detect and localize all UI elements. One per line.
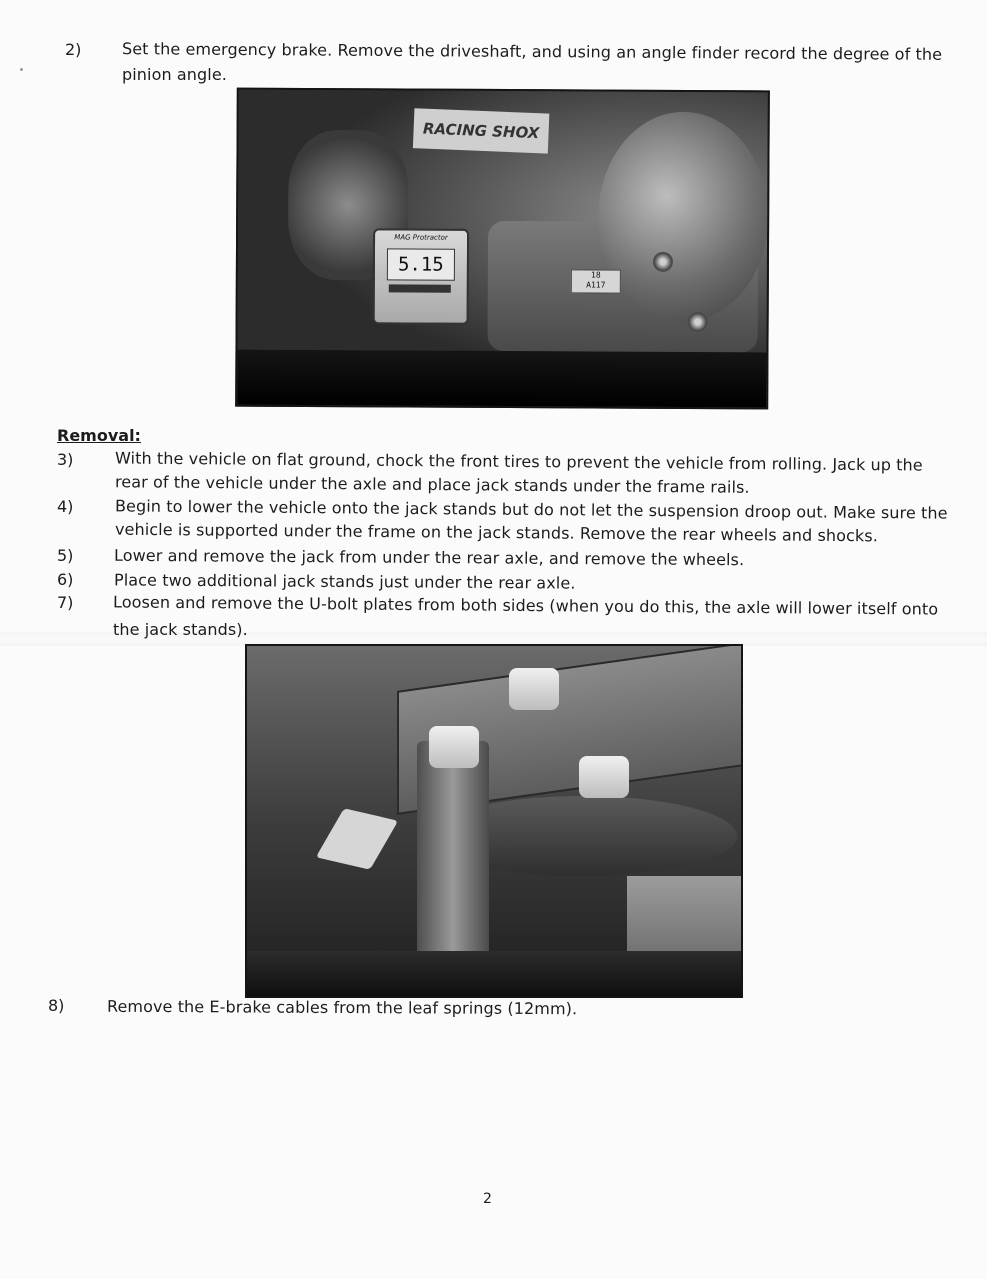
shop-floor — [247, 951, 741, 996]
bolt — [688, 312, 708, 332]
photo-pinion-angle-measurement — [235, 88, 770, 410]
step-2-text-line-1: Set the emergency brake. Remove the driveshaft, and using an angle finder record the degree of the — [121, 39, 943, 64]
racing-shox-sign: RACING SHOX — [413, 108, 549, 153]
step-7-number: 7) — [57, 593, 74, 612]
step-6-text-line-1: Place two additional jack stands just under the rear axle. — [113, 570, 576, 593]
step-3-text-line-1: With the vehicle on flat ground, chock the front tires to prevent the vehicle from rolling. Jack up the — [114, 448, 923, 475]
step-3-number: 3) — [57, 450, 74, 469]
step-7-text-line-1: Loosen and remove the U-bolt plates from both sides (when you do this, the axle will lower itself onto — [112, 592, 939, 619]
shock-absorber — [417, 741, 489, 971]
shop-floor — [237, 350, 766, 408]
step-5-text-line-1: Lower and remove the jack from under the rear axle, and remove the wheels. — [113, 545, 745, 570]
axle-tag-line-1: 18 — [591, 270, 601, 280]
differential-housing — [598, 112, 769, 323]
page-number: 2 — [483, 1191, 492, 1207]
step-5-number: 5) — [57, 546, 74, 565]
paper-speck — [20, 68, 23, 71]
u-bolt-nut — [509, 668, 559, 710]
step-6-number: 6) — [57, 570, 74, 589]
gauge-reading: 5.15 — [387, 248, 455, 280]
axle-tag — [571, 269, 621, 293]
axle-tag-line-2: A117 — [586, 280, 606, 290]
step-8-number: 8) — [48, 996, 65, 1015]
u-bolt-nut — [579, 756, 629, 798]
removal-heading: Removal: — [57, 426, 141, 445]
angle-finder-gauge — [373, 228, 470, 325]
step-4-text-line-1: Begin to lower the vehicle onto the jack stands but do not let the suspension droop out. Make sure the — [114, 496, 948, 523]
step-2-text-line-2: pinion angle. — [122, 65, 227, 84]
shock-cap — [429, 726, 479, 768]
step-7-text-line-2: the jack stands). — [113, 620, 248, 639]
step-4-number: 4) — [57, 497, 74, 516]
gauge-label-bar — [389, 284, 451, 292]
step-2-number: 2) — [65, 40, 82, 59]
photo-axle-on-jack-stands — [245, 644, 743, 998]
bolt — [653, 252, 673, 272]
step-8-text-line-1: Remove the E-brake cables from the leaf springs (12mm). — [106, 996, 578, 1019]
step-4-text-line-2: vehicle is supported under the frame on the jack stands. Remove the rear wheels and shocks. — [114, 519, 879, 546]
gauge-brand: MAG Protractor — [394, 233, 448, 242]
step-3-text-line-2: rear of the vehicle under the axle and place jack stands under the frame rails. — [114, 472, 750, 497]
